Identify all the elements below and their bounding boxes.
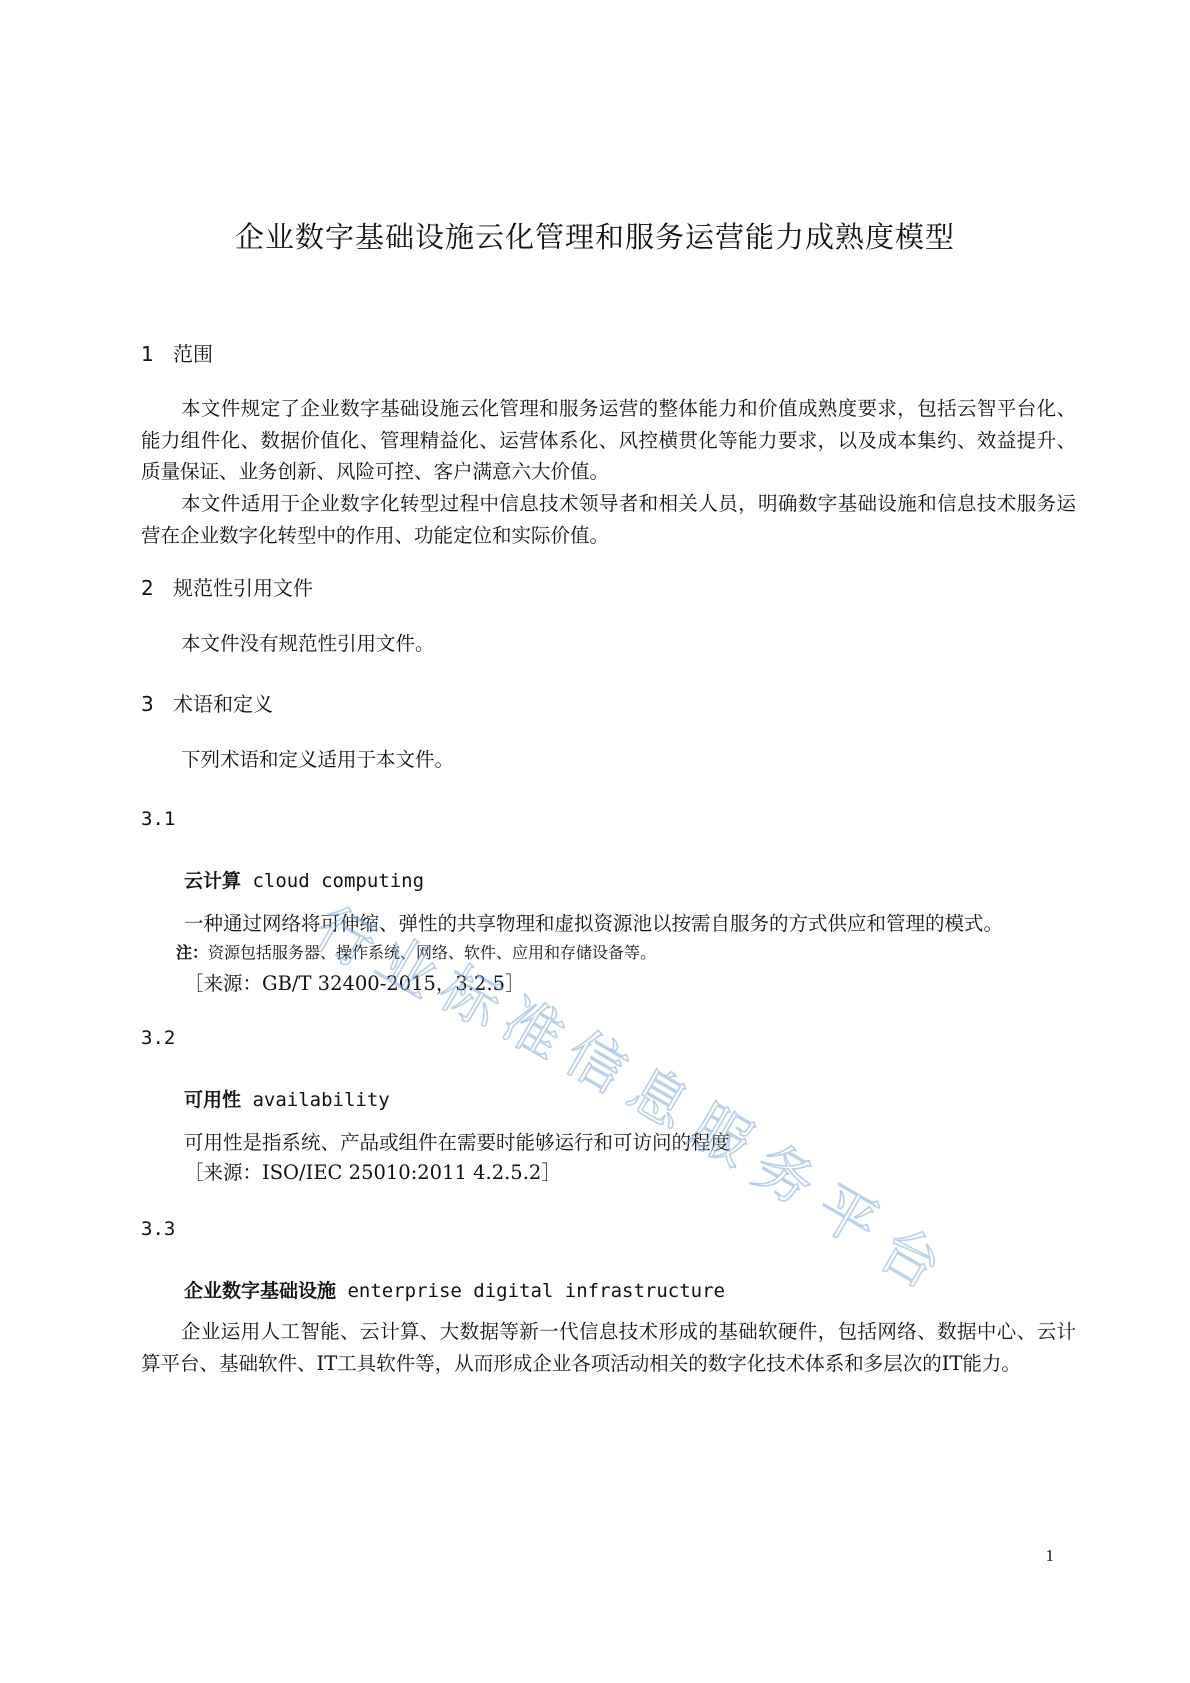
section-title: 规范性引用文件 bbox=[173, 576, 313, 600]
watermark-char: 业 bbox=[365, 923, 450, 1012]
watermark-char: 台 bbox=[867, 1213, 953, 1302]
watermark-char: 准 bbox=[491, 984, 576, 1073]
document-title: 企业数字基础设施云化管理和服务运营能力成熟度模型 bbox=[234, 220, 955, 254]
term-entry bbox=[184, 1085, 390, 1112]
watermark-char: 行 bbox=[302, 893, 388, 982]
section-title: 术语和定义 bbox=[173, 692, 273, 716]
term-number: 3.3 bbox=[141, 1218, 176, 1240]
term-source: ［来源：GB/T 32400-2015，3.2.5］ bbox=[184, 972, 525, 995]
section-title: 范围 bbox=[173, 342, 213, 366]
term-zh: 企业数字基础设施 bbox=[184, 1280, 337, 1302]
term-zh: 可用性 bbox=[184, 1089, 242, 1111]
term-note bbox=[176, 940, 656, 963]
term-zh: 云计算 bbox=[184, 870, 242, 892]
section-number: 3 bbox=[141, 692, 154, 716]
term-definition: 一种通过网络将可伸缩、弹性的共享物理和虚拟资源池以按需自服务的方式供应和管理的模式。 bbox=[184, 912, 1004, 935]
watermark-char: 息 bbox=[616, 1053, 702, 1142]
term-number: 3.1 bbox=[141, 808, 176, 830]
normative-references-paragraph: 本文件没有规范性引用文件。 bbox=[181, 632, 435, 655]
section-heading-normative-references bbox=[141, 572, 313, 601]
term-en: cloud computing bbox=[252, 870, 425, 892]
terms-intro-paragraph: 下列术语和定义适用于本文件。 bbox=[181, 748, 455, 771]
scope-paragraph-1: 本文件规定了企业数字基础设施云化管理和服务运营的整体能力和价值成熟度要求，包括云智平台化、能力组件化、数据价值化、管理精益化、运营体系化、风控横贯化等能力要求，以及成本集约、效益提升、质量保证、业务创新、风险可控、客户满意六大价值。 bbox=[141, 397, 1076, 483]
note-text: 资源包括服务器、操作系统、网络、软件、应用和存储设备等。 bbox=[208, 943, 657, 962]
section-number: 1 bbox=[141, 342, 154, 366]
section-heading-scope bbox=[141, 338, 213, 367]
term-definition: 企业运用人工智能、云计算、大数据等新一代信息技术形成的基础软硬件，包括网络、数据中心、云计算平台、基础软件、IT工具软件等，从而形成企业各项活动相关的数字化技术体系和多层次的IT能力。 bbox=[141, 1320, 1076, 1375]
watermark-char: 服 bbox=[679, 1091, 764, 1180]
term-number: 3.2 bbox=[141, 1027, 176, 1049]
term-en: enterprise digital infrastructure bbox=[347, 1280, 725, 1302]
watermark-char: 平 bbox=[805, 1172, 890, 1260]
term-en: availability bbox=[252, 1089, 390, 1111]
term-entry bbox=[184, 866, 424, 893]
term-definition: 可用性是指系统、产品或组件在需要时能够运行和可访问的程度 bbox=[184, 1131, 731, 1154]
term-source: ［来源：ISO/IEC 25010:2011 4.2.5.2］ bbox=[184, 1161, 561, 1184]
watermark-char: 信 bbox=[553, 1018, 639, 1107]
term-entry bbox=[184, 1276, 725, 1303]
scope-paragraph-2: 本文件适用于企业数字化转型过程中信息技术领导者和相关人员，明确数字基础设施和信息技术服务运营在企业数字化转型中的作用、功能定位和实际价值。 bbox=[141, 492, 1076, 547]
page-number: 1 bbox=[1045, 1546, 1054, 1565]
watermark-char: 务 bbox=[742, 1131, 827, 1219]
section-heading-terms-definitions bbox=[141, 688, 273, 717]
section-number: 2 bbox=[141, 576, 154, 600]
watermark-char: 标 bbox=[428, 953, 513, 1042]
note-label: 注： bbox=[176, 943, 209, 962]
